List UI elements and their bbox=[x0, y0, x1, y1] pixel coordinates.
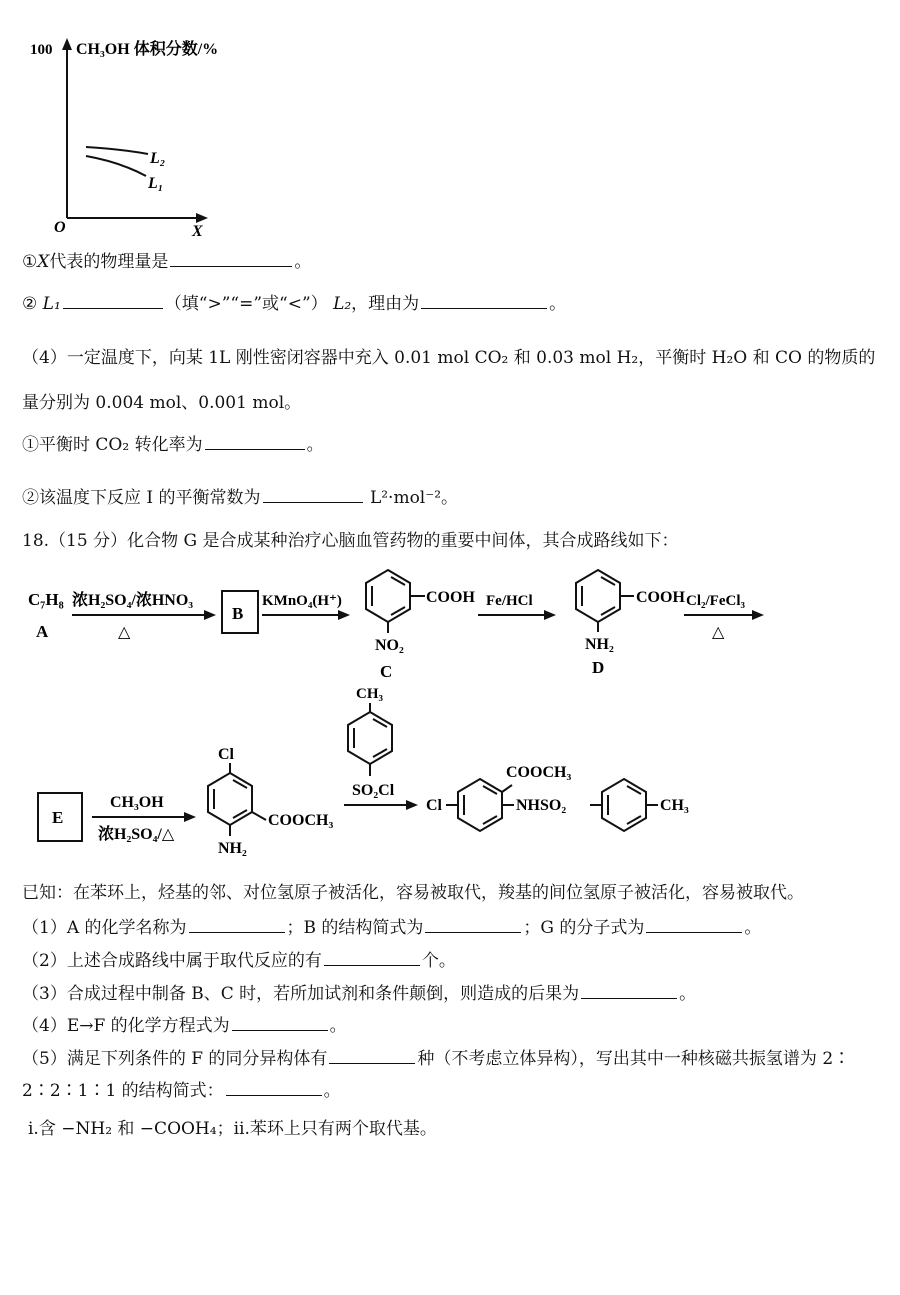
curve-l1 bbox=[86, 156, 146, 176]
answer-blank[interactable] bbox=[425, 931, 521, 933]
compound-g-ester: COOCH₃ bbox=[506, 764, 572, 781]
reagent-3: Fe/HCl bbox=[486, 593, 533, 609]
compound-d-ring bbox=[576, 570, 634, 632]
arrow-5-head bbox=[184, 812, 196, 822]
tosyl-ch3: CH₃ bbox=[356, 686, 383, 702]
condition-4: △ bbox=[712, 624, 725, 641]
q18-intro: 18.（15 分）化合物 G 是合成某种治疗心脑血管药物的重要中间体，其合成路线如下： bbox=[22, 531, 679, 551]
q4-sub1: ①平衡时 CO₂ 转化率为 。 bbox=[22, 435, 324, 455]
compound-f-cl: Cl bbox=[218, 746, 234, 763]
reagent-1: 浓H₂SO₄/浓HNO₃ bbox=[72, 592, 194, 609]
q18-part5-line1: （5）满足下列条件的 F 的同分异构体有 种（不考虑立体异构），写出其中一种核磁共振氢谱为 2∶ bbox=[22, 1049, 851, 1069]
compound-g-ring2 bbox=[590, 779, 658, 831]
condition-5: 浓H₂SO₄/△ bbox=[98, 826, 175, 843]
condition-1: △ bbox=[118, 624, 131, 641]
answer-blank[interactable] bbox=[205, 448, 305, 450]
reagent-2: KMnO₄(H⁺) bbox=[262, 593, 342, 609]
tosyl-ring bbox=[348, 703, 392, 776]
compound-a-label: A bbox=[36, 622, 49, 641]
compound-c-label: C bbox=[380, 662, 393, 681]
origin-label: O bbox=[54, 219, 66, 236]
y-max-label: 100 bbox=[30, 42, 53, 58]
answer-blank[interactable] bbox=[170, 265, 292, 267]
synthesis-scheme bbox=[0, 555, 900, 875]
compound-f-ring bbox=[208, 763, 266, 836]
compound-g-ch3: CH₃ bbox=[660, 797, 689, 814]
compound-c-cooh: COOH bbox=[426, 589, 475, 606]
arrow-4-head bbox=[752, 610, 764, 620]
q3-sub1: ①X代表的物理量是 。 bbox=[22, 252, 312, 272]
compound-f-nh2: NH₂ bbox=[218, 840, 247, 857]
compound-a-formula: C₇H₈ bbox=[28, 590, 64, 609]
compound-d-cooh: COOH bbox=[636, 589, 685, 606]
compound-c-ring bbox=[366, 570, 425, 633]
compound-d-nh2: NH₂ bbox=[585, 636, 614, 653]
fraction-graph bbox=[20, 30, 220, 245]
reagent-5: CH₃OH bbox=[110, 794, 164, 811]
curve-l2 bbox=[86, 147, 148, 154]
q4-line2: 量分别为 0.004 mol、0.001 mol。 bbox=[22, 393, 302, 413]
y-axis-title: CH₃OH 体积分数/% bbox=[76, 41, 219, 58]
compound-g-cl: Cl bbox=[426, 797, 442, 814]
arrow-2-head bbox=[338, 610, 350, 620]
answer-blank[interactable] bbox=[581, 997, 677, 999]
answer-blank[interactable] bbox=[263, 501, 363, 503]
answer-blank[interactable] bbox=[329, 1062, 415, 1064]
arrow-3-head bbox=[544, 610, 556, 620]
curve-l2-label: L₂ bbox=[150, 150, 166, 167]
answer-blank[interactable] bbox=[421, 307, 547, 309]
q3-sub2: ② L₁ （填“>”“=”或“<”） L₂，理由为 。 bbox=[22, 294, 567, 314]
y-axis-arrow bbox=[62, 38, 72, 50]
reagent-4: Cl₂/FeCl₃ bbox=[686, 593, 745, 609]
q18-part2: （2）上述合成路线中属于取代反应的有 个。 bbox=[22, 951, 456, 971]
known-note: 已知：在苯环上，烃基的邻、对位氢原子被活化，容易被取代，羧基的间位氢原子被活化，容易被取代。 bbox=[22, 883, 804, 903]
answer-blank[interactable] bbox=[646, 931, 742, 933]
q18-part3: （3）合成过程中制备 B、C 时，若所加试剂和条件颠倒，则造成的后果为 。 bbox=[22, 984, 697, 1004]
answer-blank[interactable] bbox=[324, 964, 420, 966]
q4-line1: （4）一定温度下，向某 1L 刚性密闭容器中充入 0.01 mol CO₂ 和 0.03 mol H₂，平衡时 H₂O 和 CO 的物质的 bbox=[22, 348, 876, 368]
answer-blank[interactable] bbox=[189, 931, 285, 933]
compound-c-no2: NO₂ bbox=[375, 637, 404, 654]
q18-part5-line2: 2∶2∶1∶1 的结构简式： 。 bbox=[22, 1081, 341, 1101]
q18-part4: （4）E→F 的化学方程式为 。 bbox=[22, 1016, 347, 1036]
answer-blank[interactable] bbox=[63, 307, 163, 309]
tosyl-so2cl: SO₂Cl bbox=[352, 782, 395, 799]
arrow-1-head bbox=[204, 610, 216, 620]
compound-g-link: NHSO₂ bbox=[516, 797, 567, 814]
arrow-6-head bbox=[406, 800, 418, 810]
x-axis-arrow bbox=[196, 213, 208, 223]
compound-b-label: B bbox=[232, 604, 244, 623]
compound-e-label: E bbox=[52, 808, 64, 827]
q18-conditions: ⅰ.含 −NH₂ 和 −COOH₄；ⅱ.苯环上只有两个取代基。 bbox=[28, 1119, 437, 1139]
answer-blank[interactable] bbox=[226, 1094, 322, 1096]
q18-part1: （1）A 的化学名称为 ；B 的结构简式为 ；G 的分子式为 。 bbox=[22, 918, 762, 938]
compound-f-ester: COOCH₃ bbox=[268, 812, 334, 829]
q4-sub2: ②该温度下反应 I 的平衡常数为 L²·mol⁻²。 bbox=[22, 488, 459, 508]
curve-l1-label: L₁ bbox=[148, 175, 164, 192]
answer-blank[interactable] bbox=[232, 1029, 328, 1031]
compound-g-ring1 bbox=[446, 779, 514, 831]
x-axis-title: X bbox=[192, 223, 203, 240]
compound-d-label: D bbox=[592, 658, 605, 677]
